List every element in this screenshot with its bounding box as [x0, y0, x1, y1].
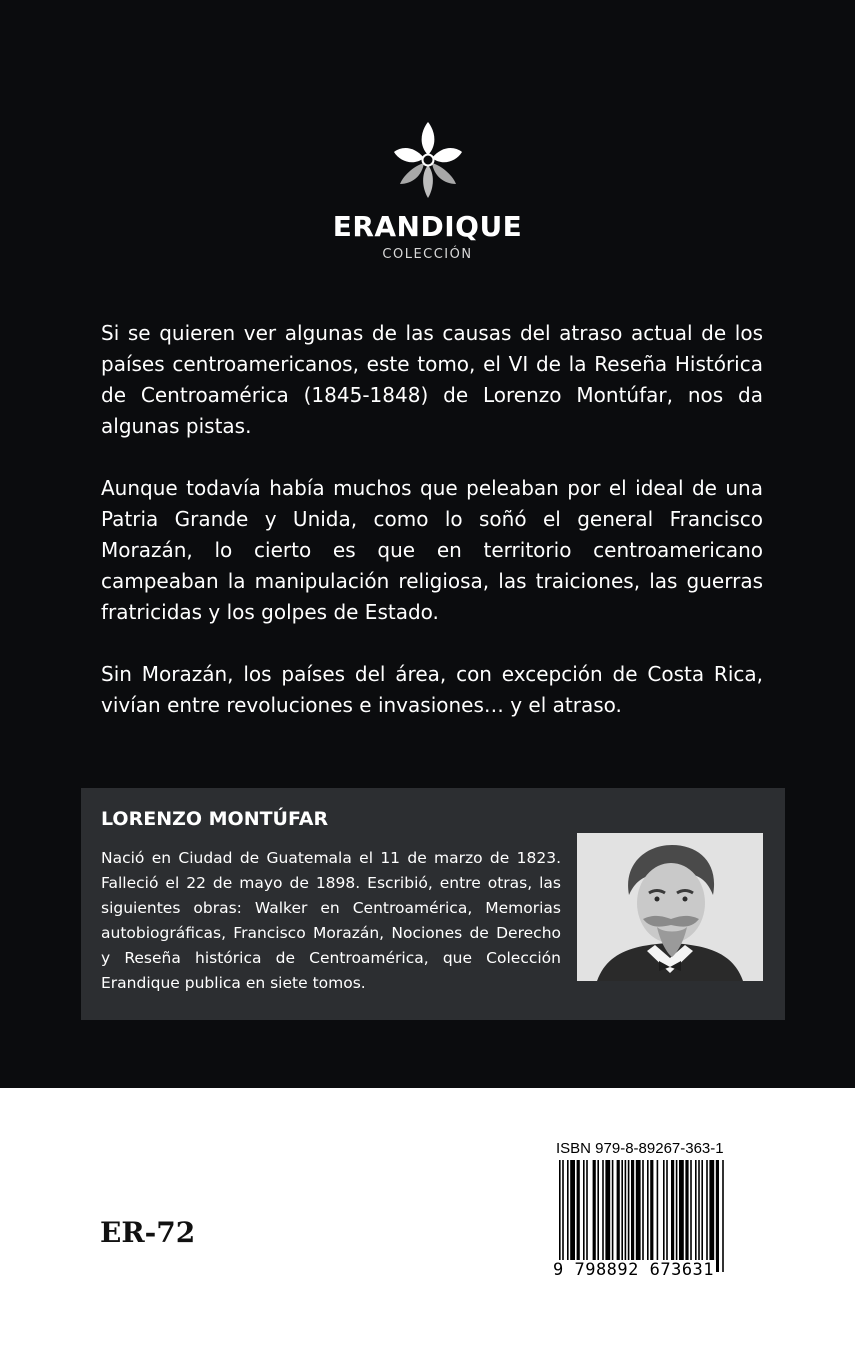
author-name: LORENZO MONTÚFAR: [101, 808, 329, 830]
isbn-barcode-block: [545, 1140, 735, 1290]
barcode: [555, 1160, 729, 1272]
collection-code: ER-72: [100, 1216, 196, 1249]
flower-icon: [392, 120, 464, 200]
publisher-logo: [0, 120, 855, 262]
author-bio: Nació en Ciudad de Guatemala el 11 de marzo de 1823. Falleció el 22 de mayo de 1898. Escribió, entre otras, las siguientes obras: Walker en Centroamérica, Memorias autobiográficas, Francisco Morazán, Nociones de Derecho y Reseña histórica de Centroamérica, que Colección Erandique publica en siete tomos.: [101, 849, 561, 992]
synopsis: [101, 318, 763, 752]
publisher-name: ERANDIQUE: [332, 210, 523, 243]
author-portrait: [577, 833, 763, 981]
synopsis-paragraph: Si se quieren ver algunas de las causas del atraso actual de los países centroamericanos, este tomo, el VI de la Reseña Histórica de Centroamérica (1845-1848) de Lorenzo Montúfar, nos da algunas pistas.: [101, 321, 763, 438]
isbn-label: ISBN 979-8-89267-363-1: [556, 1140, 724, 1157]
author-box: [81, 788, 785, 1020]
synopsis-paragraph: Sin Morazán, los países del área, con excepción de Costa Rica, vivían entre revoluciones e invasiones… y el atraso.: [101, 662, 763, 717]
publisher-subtitle: COLECCIÓN: [382, 247, 473, 262]
barcode-digits: 9 798892 673631: [553, 1260, 715, 1280]
synopsis-paragraph: Aunque todavía había muchos que peleaban por el ideal de una Patria Grande y Unida, como lo soñó el general Francisco Morazán, lo cierto es que en territorio centroamericano campeaban la manipulación religiosa, las traiciones, las guerras fratricidas y los golpes de Estado.: [101, 476, 763, 624]
